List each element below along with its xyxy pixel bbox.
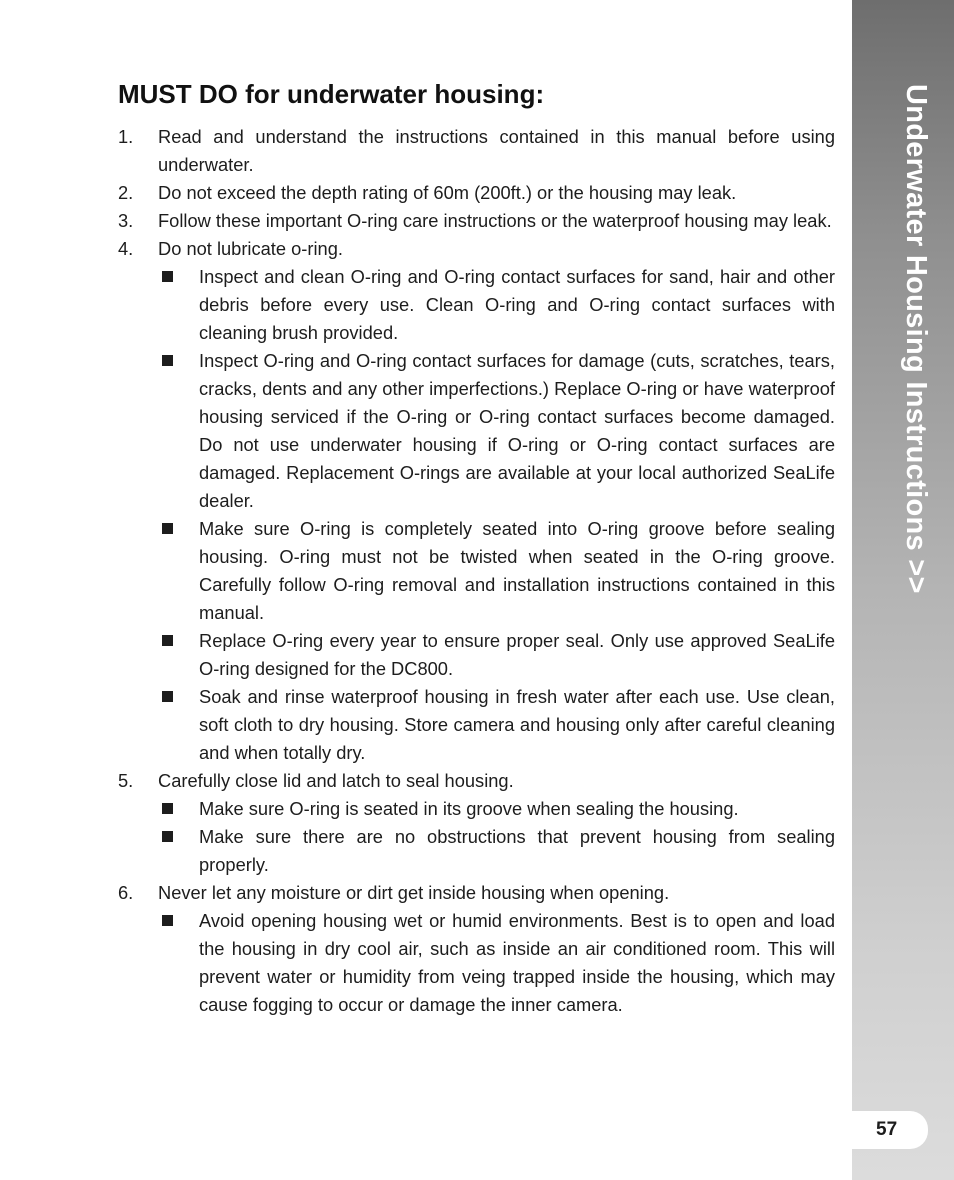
bullet-text: Make sure O-ring is completely seated into O-ring groove before sealing housing. O-ring must not be twisted when seated in the O-ring groove. Carefully follow O-ring removal and installation instructions contained in this manual.: [199, 518, 835, 623]
square-bullet-icon: [162, 691, 173, 702]
list-item: [118, 767, 835, 795]
item-number: 4.: [118, 238, 134, 259]
square-bullet-icon: [162, 271, 173, 282]
bullet-text: Replace O-ring every year to ensure proper seal. Only use approved SeaLife O-ring designed for the DC800.: [199, 630, 835, 679]
item-number: 2.: [118, 182, 134, 203]
bullet-item: [118, 263, 835, 347]
bullet-item: [118, 683, 835, 767]
section-sidebar: [852, 0, 954, 1180]
list-item: [118, 179, 835, 207]
square-bullet-icon: [162, 803, 173, 814]
bullet-text: Avoid opening housing wet or humid environments. Best is to open and load the housing in dry cool air, such as inside an air conditioned room. This will prevent water or humidity from veing trapped inside the housing, which may cause fogging to occur or damage the inner camera.: [199, 910, 835, 1015]
page-heading: MUST DO for underwater housing:: [118, 79, 545, 109]
square-bullet-icon: [162, 523, 173, 534]
item-number: 3.: [118, 210, 134, 231]
item-text: Carefully close lid and latch to seal housing.: [158, 770, 514, 791]
item-text: Follow these important O-ring care instructions or the waterproof housing may leak.: [158, 210, 832, 231]
bullet-item: [118, 907, 835, 1019]
bullet-item: [118, 515, 835, 627]
list-item: [118, 235, 835, 263]
bullet-text: Make sure O-ring is seated in its groove when sealing the housing.: [199, 798, 739, 819]
square-bullet-icon: [162, 831, 173, 842]
list-item: [118, 879, 835, 907]
bullet-text: Soak and rinse waterproof housing in fresh water after each use. Use clean, soft cloth to dry housing. Store camera and housing only after careful cleaning and when totally dry.: [199, 686, 835, 763]
item-number: 5.: [118, 770, 134, 791]
square-bullet-icon: [162, 915, 173, 926]
instruction-list: [118, 123, 835, 1019]
item-text: Never let any moisture or dirt get inside housing when opening.: [158, 882, 670, 903]
main-content: [118, 76, 835, 1019]
item-number: 6.: [118, 882, 134, 903]
item-number: 1.: [118, 126, 134, 147]
section-title: Underwater Housing Instructions >>: [900, 84, 932, 594]
bullet-text: Make sure there are no obstructions that prevent housing from sealing properly.: [199, 826, 835, 875]
item-text: Do not lubricate o-ring.: [158, 238, 343, 259]
list-item: [118, 207, 835, 235]
bullet-item: [118, 347, 835, 515]
item-text: Do not exceed the depth rating of 60m (200ft.) or the housing may leak.: [158, 182, 737, 203]
bullet-text: Inspect O-ring and O-ring contact surfaces for damage (cuts, scratches, tears, cracks, dents and any other imperfections.) Replace O-ring or have waterproof housing serviced if the O-ring or O-ring contact surfaces become damaged. Do not use underwater housing if O-ring or O-ring contact surfaces are damaged. Replacement O-rings are available at your local authorized SeaLife dealer.: [199, 350, 835, 511]
bullet-text: Inspect and clean O-ring and O-ring contact surfaces for sand, hair and other debris before every use. Clean O-ring and O-ring contact surfaces with cleaning brush provided.: [199, 266, 835, 343]
item-text: Read and understand the instructions contained in this manual before using underwater.: [158, 126, 835, 175]
bullet-item: [118, 795, 835, 823]
bullet-item: [118, 823, 835, 879]
square-bullet-icon: [162, 635, 173, 646]
bullet-item: [118, 627, 835, 683]
list-item: [118, 123, 835, 179]
page-number: 57: [850, 1111, 928, 1149]
square-bullet-icon: [162, 355, 173, 366]
